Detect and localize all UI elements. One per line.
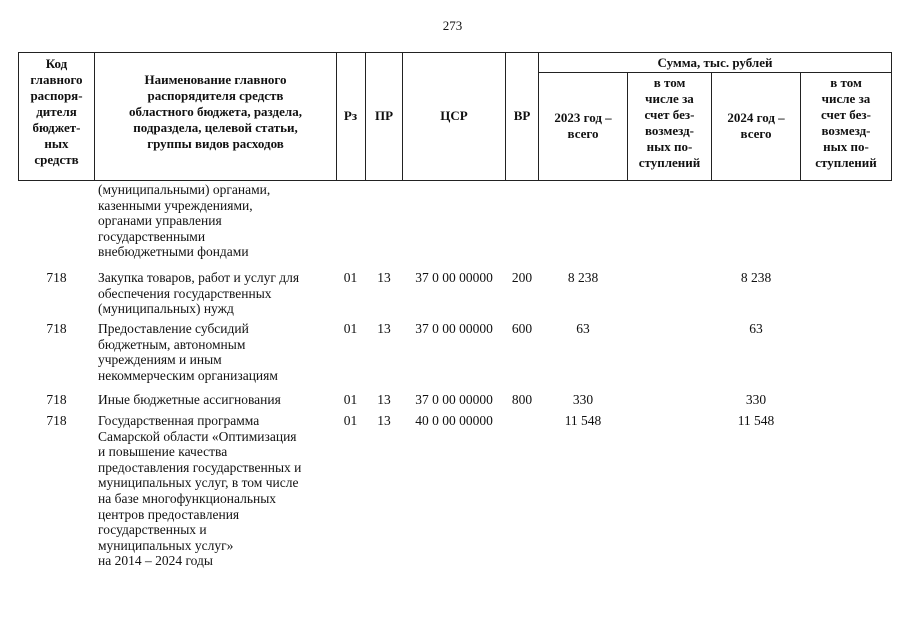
header-2024-free: в том числе за счет без- возмезд- ных по- ступлений [815, 75, 877, 170]
header-sum: Сумма, тыс. рублей [657, 55, 773, 70]
row-4-sum2023: 11 548 [564, 413, 602, 428]
row-1-vr: 200 [511, 270, 533, 285]
row-3-sum2023: 330 [572, 392, 594, 407]
page-number: 273 [442, 18, 463, 33]
row-1-sum2023: 8 238 [567, 270, 599, 285]
header-2023-total: 2023 год – всего [554, 110, 612, 141]
row-3-name: Иные бюджетные ассигнования [98, 392, 281, 407]
row-4-name: Государственная программа Самарской области «Оптимизация и повышение качества предоставления государственных и муниципальных услуг, в том числе на базе многофункциональных центров предоставления государственных и муниципальных услуг» на 2014 – 2024 годы [98, 413, 302, 569]
row-2-pr: 13 [377, 321, 391, 336]
row-2-rz: 01 [343, 321, 358, 336]
row-0-name: (муниципальными) органами, казенными учреждениями, органами управления государственными внебюджетными фондами [98, 182, 271, 260]
table-top-border [18, 52, 892, 53]
row-3-rz: 01 [343, 392, 358, 407]
row-3-sum2024: 330 [745, 392, 767, 407]
header-vr: ВР [513, 108, 531, 123]
row-1-rz: 01 [343, 270, 358, 285]
row-2-code: 718 [46, 321, 67, 336]
header-bottom-border [18, 180, 892, 181]
row-4-pr: 13 [377, 413, 391, 428]
row-2-sum2023: 63 [576, 321, 590, 336]
row-4-csr: 40 0 00 00000 [415, 413, 493, 428]
col-divider-right [891, 52, 892, 180]
header-csr: ЦСР [440, 108, 468, 123]
header-2024-total: 2024 год – всего [727, 110, 785, 141]
row-1-pr: 13 [377, 270, 391, 285]
row-4-rz: 01 [343, 413, 358, 428]
row-3-vr: 800 [511, 392, 533, 407]
row-4-sum2024: 11 548 [737, 413, 775, 428]
header-pr: ПР [374, 108, 394, 123]
header-code: Код главного распоря- дителя бюджет- ных средств [30, 56, 83, 167]
row-1-name: Закупка товаров, работ и услуг для обеспечения государственных (муниципальных) нужд [98, 270, 300, 317]
row-2-sum2024: 63 [749, 321, 763, 336]
sum-header-divider [538, 72, 892, 73]
row-4-code: 718 [46, 413, 67, 428]
row-1-code: 718 [46, 270, 67, 285]
row-2-vr: 600 [511, 321, 533, 336]
row-2-name: Предоставление субсидий бюджетным, автономным учреждениям и иным некоммерческим организациям [98, 321, 278, 383]
header-rz: Рз [343, 108, 358, 123]
header-name: Наименование главного распорядителя средств областного бюджета, раздела, подраздела, целевой статьи, группы видов расходов [129, 72, 302, 151]
row-2-csr: 37 0 00 00000 [415, 321, 493, 336]
header-2023-free: в том числе за счет без- возмезд- ных по- ступлений [638, 75, 701, 170]
row-1-csr: 37 0 00 00000 [415, 270, 493, 285]
row-1-sum2024: 8 238 [740, 270, 772, 285]
row-3-code: 718 [46, 392, 67, 407]
row-3-csr: 37 0 00 00000 [415, 392, 493, 407]
row-3-pr: 13 [377, 392, 391, 407]
